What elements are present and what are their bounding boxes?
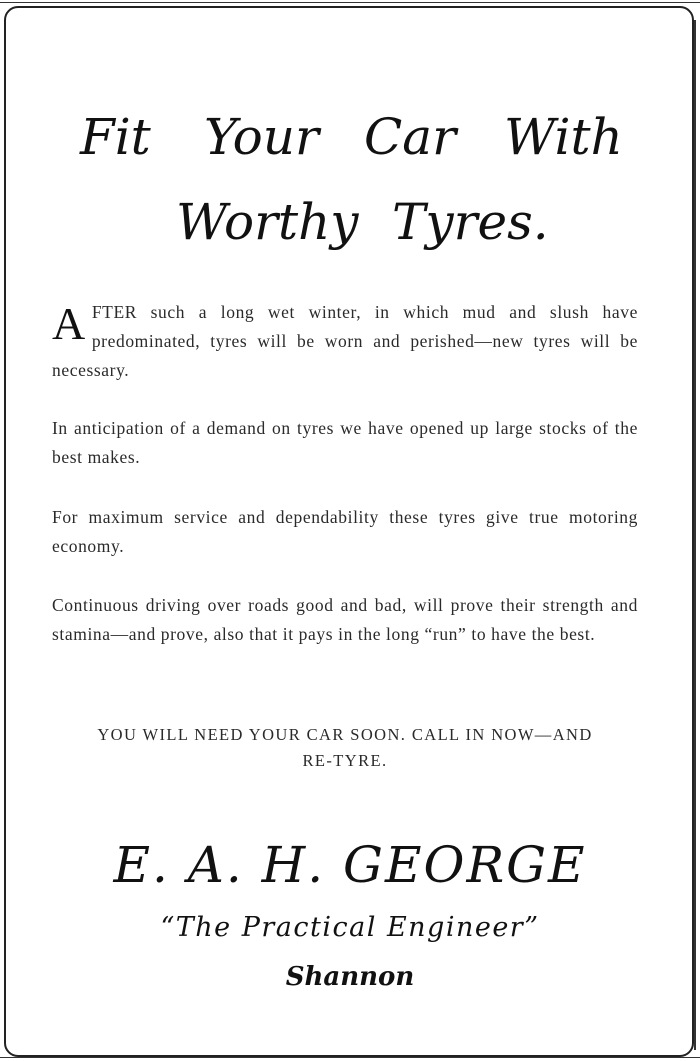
drop-cap: A (52, 298, 86, 349)
paragraph-intro (52, 298, 638, 385)
call-to-action-line-1: YOU WILL NEED YOUR CAR SOON. CALL IN NOW—AND (97, 725, 593, 744)
headline-word: With (504, 108, 623, 166)
paragraph-text: FTER such a long wet winter, in which mud and slush have predominated, tyres will be worn and perished—new tyres will be necessary. (52, 302, 638, 380)
call-to-action-line-2: RE-TYRE. (302, 751, 388, 770)
bottom-border-rule (0, 1057, 700, 1058)
right-border-rule (694, 20, 696, 1050)
headline-word: Worthy (176, 193, 359, 251)
paragraph-text: In anticipation of a demand on tyres we have opened up large stocks of the best makes. (52, 418, 638, 467)
headline-word: Your (204, 108, 319, 166)
headline-word: Car (364, 108, 456, 166)
headline-word: Fit (80, 108, 151, 166)
paragraph-text: For maximum service and dependability these tyres give true motoring economy. (52, 507, 638, 556)
call-to-action (52, 722, 638, 774)
paragraph-text: Continuous driving over roads good and bad, will prove their strength and stamina—and prove, also that it pays in the long “run” to have the best. (52, 595, 638, 644)
company-town: Shannon (285, 962, 415, 992)
paragraph-stocks (52, 414, 638, 472)
company-tagline: “The Practical Engineer” (160, 912, 540, 943)
top-border-rule (0, 2, 700, 3)
paragraph-driving (52, 591, 638, 649)
paragraph-service (52, 503, 638, 561)
headline-word: Tyres. (392, 193, 549, 251)
company-name: E. A. H. GEORGE (113, 836, 587, 894)
